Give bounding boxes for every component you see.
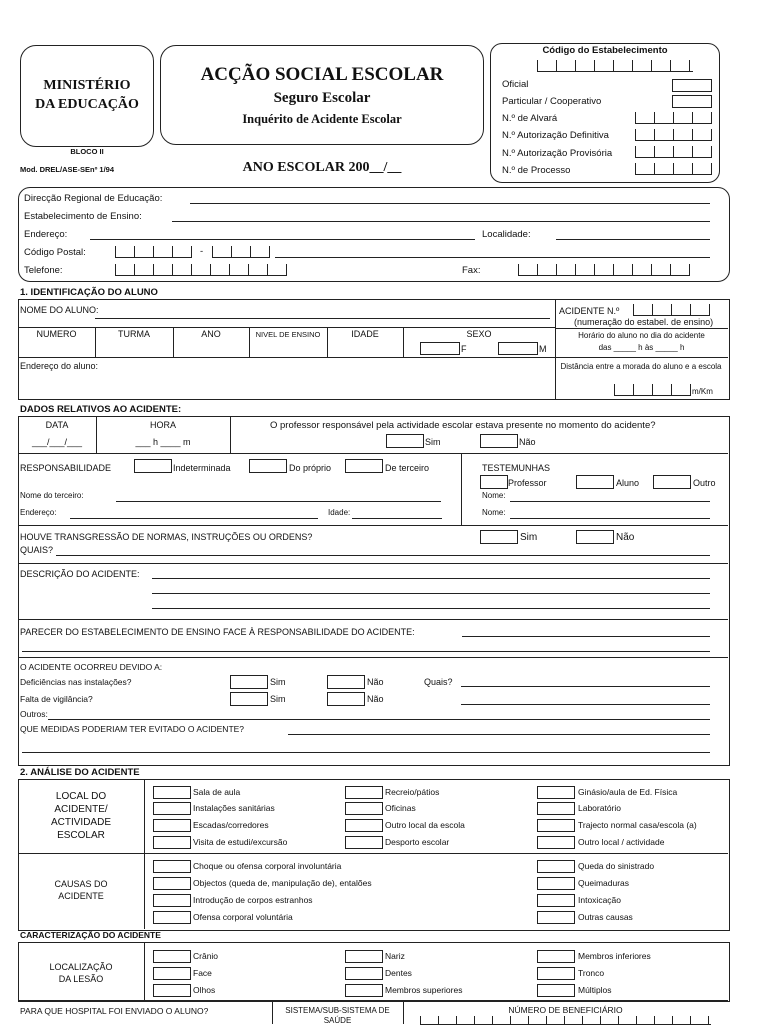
postal-dash: - xyxy=(200,246,204,257)
endereco-terceiro-label: Endereço: xyxy=(20,508,57,517)
estabelecimento-label: Estabelecimento de Ensino: xyxy=(24,211,142,222)
local-label-3: ACTIVIDADE xyxy=(50,817,111,828)
lesao-inferiores-box[interactable] xyxy=(537,950,575,963)
ministry-line1: MINISTÉRIO xyxy=(43,78,131,93)
distancia-label: Distância entre a morada do aluno e a escola xyxy=(560,362,722,371)
local-outro-actividade-label: Outro local / actividade xyxy=(578,837,665,847)
postal-comb-1[interactable] xyxy=(115,246,192,258)
lesao-multiplos-label: Múltiplos xyxy=(578,985,612,995)
test-nome-field-2[interactable] xyxy=(510,518,710,519)
test-aluno-box[interactable] xyxy=(576,475,614,489)
code-row-alvara: N.º de Alvará xyxy=(502,113,558,124)
code-row-oficial: Oficial xyxy=(502,79,529,90)
local-visita-label: Visita de estudi/excursão xyxy=(193,837,288,847)
lesao-label-2: DA LESÃO xyxy=(58,974,104,984)
telefone-label: Telefone: xyxy=(24,265,63,276)
section1-title: 1. IDENTIFICAÇÃO DO ALUNO xyxy=(20,287,158,298)
endereco-aluno-label: Endereço do aluno: xyxy=(20,361,99,371)
local-laboratorio-box[interactable] xyxy=(537,802,575,815)
code-row-definitiva: N.º Autorização Definitiva xyxy=(502,130,609,141)
subtitle2: Inquérito de Acidente Escolar xyxy=(242,112,402,126)
causa-queda-label: Queda do sinistrado xyxy=(578,861,655,871)
indeterminada-box[interactable] xyxy=(134,459,172,473)
col-sexo: SEXO xyxy=(466,329,492,339)
de-terceiro-label: De terceiro xyxy=(385,463,430,473)
deficiencias-sim-box[interactable] xyxy=(230,675,268,689)
de-terceiro-box[interactable] xyxy=(345,459,383,473)
responsabilidade-label: RESPONSABILIDADE xyxy=(20,463,112,473)
professor-sim-label: Sim xyxy=(425,437,441,447)
causa-intoxicacao-box[interactable] xyxy=(537,894,575,907)
causa-queda-box[interactable] xyxy=(537,860,575,873)
local-sala-label: Sala de aula xyxy=(193,787,241,797)
provisoria-comb[interactable] xyxy=(635,146,712,158)
ministry-line2: DA EDUCAÇÃO xyxy=(35,97,139,112)
causas-label-2: ACIDENTE xyxy=(58,891,104,901)
col-nivel: NIVEL DE ENSINO xyxy=(255,330,321,339)
code-row-processo: N.º de Processo xyxy=(502,165,571,176)
causa-choque-box[interactable] xyxy=(153,860,191,873)
professor-nao-box[interactable] xyxy=(480,434,518,448)
data-value[interactable]: ___/___/___ xyxy=(31,437,83,447)
lesao-multiplos-box[interactable] xyxy=(537,984,575,997)
test-nome-label-2: Nome: xyxy=(482,508,506,517)
code-row-provisoria: N.º Autorização Provisória xyxy=(502,148,613,159)
nome-terceiro-label: Nome do terceiro: xyxy=(20,491,84,500)
direcao-label: Direcção Regional de Educação: xyxy=(24,193,163,204)
deficiencias-nao-box[interactable] xyxy=(327,675,365,689)
local-desporto-label: Desporto escolar xyxy=(385,837,450,847)
local-label-2: ACIDENTE/ xyxy=(54,804,108,815)
causa-objectos-box[interactable] xyxy=(153,877,191,890)
local-oficinas-box[interactable] xyxy=(345,802,383,815)
professor-nao-label: Não xyxy=(519,437,536,447)
lesao-dentes-box[interactable] xyxy=(345,967,383,980)
transgressao-label: HOUVE TRANSGRESSÃO DE NORMAS, INSTRUÇÕES OU ORDENS? xyxy=(20,532,313,542)
code-comb[interactable] xyxy=(537,60,693,72)
local-visita-box[interactable] xyxy=(153,836,191,849)
estabelecimento-field[interactable] xyxy=(172,221,710,222)
parecer-line-1[interactable] xyxy=(462,636,710,637)
professor-question: O professor responsável pela actividade escolar estava presente no momento do acidente? xyxy=(270,420,656,431)
ministry-box xyxy=(20,45,154,147)
test-professor-label: Professor xyxy=(508,478,547,488)
devido-label: O ACIDENTE OCORREU DEVIDO A: xyxy=(20,662,163,672)
quais2-label: Quais? xyxy=(424,677,453,687)
transgressao-nao-box[interactable] xyxy=(576,530,614,544)
do-proprio-label: Do próprio xyxy=(289,463,332,473)
causa-objectos-label: Objectos (queda de, manipulação de), entalões xyxy=(193,878,372,888)
lesao-nariz-box[interactable] xyxy=(345,950,383,963)
caracterizacao-title: CARACTERIZAÇÃO DO ACIDENTE xyxy=(20,930,161,940)
lesao-superiores-box[interactable] xyxy=(345,984,383,997)
idade-label: Idade: xyxy=(328,508,351,517)
sistema-label: SISTEMA/SUB-SISTEMA DE SAÚDE xyxy=(285,1006,390,1025)
test-outro-box[interactable] xyxy=(653,475,691,489)
section2-title: 2. ANÁLISE DO ACIDENTE xyxy=(20,767,140,778)
hora-label: HORA xyxy=(149,420,176,430)
descricao-line-1[interactable] xyxy=(152,578,710,579)
particular-box[interactable] xyxy=(672,95,712,108)
medidas-label: QUE MEDIDAS PODERIAM TER EVITADO O ACIDENTE? xyxy=(20,724,245,734)
descricao-line-3[interactable] xyxy=(152,608,710,609)
local-escadas-box[interactable] xyxy=(153,819,191,832)
causa-outras-label: Outras causas xyxy=(578,912,633,922)
lesao-face-label: Face xyxy=(193,968,212,978)
bloco-label: BLOCO II xyxy=(70,147,104,156)
lesao-dentes-label: Dentes xyxy=(385,968,412,978)
sexo-m-box[interactable] xyxy=(498,342,538,355)
sexo-m-label: M xyxy=(539,344,547,354)
local-desporto-box[interactable] xyxy=(345,836,383,849)
telefone-comb[interactable] xyxy=(115,264,287,276)
lesao-nariz-label: Nariz xyxy=(385,951,405,961)
falta-nao-label: Não xyxy=(367,694,384,704)
dados-title: DADOS RELATIVOS AO ACIDENTE: xyxy=(20,404,182,415)
parecer-line-2[interactable] xyxy=(22,651,710,652)
nome-terceiro-field[interactable] xyxy=(116,501,441,502)
lesao-label-1: LOCALIZAÇÃO xyxy=(49,962,113,972)
causa-corpos-box[interactable] xyxy=(153,894,191,907)
quais-field[interactable] xyxy=(56,555,710,556)
outros-label: Outros: xyxy=(20,709,48,719)
causa-ofensa-box[interactable] xyxy=(153,911,191,924)
test-nome-field-1[interactable] xyxy=(510,501,710,502)
postal-field[interactable] xyxy=(275,257,710,258)
falta-label: Falta de vigilância? xyxy=(20,694,93,704)
quais-label: QUAIS? xyxy=(20,545,54,555)
postal-comb-2[interactable] xyxy=(212,246,270,258)
nome-aluno-label: NOME DO ALUNO: xyxy=(20,305,99,315)
quais2-field-2[interactable] xyxy=(461,704,710,705)
local-trajecto-box[interactable] xyxy=(537,819,575,832)
causa-intoxicacao-label: Intoxicação xyxy=(578,895,621,905)
transgressao-sim-label: Sim xyxy=(520,532,538,543)
falta-nao-box[interactable] xyxy=(327,692,365,706)
oficial-box[interactable] xyxy=(672,79,712,92)
beneficiario-label: NÚMERO DE BENEFICIÁRIO xyxy=(508,1005,623,1015)
endereco-field[interactable] xyxy=(90,239,475,240)
causa-ofensa-label: Ofensa corporal voluntária xyxy=(193,912,293,922)
parecer-label: PARECER DO ESTABELECIMENTO DE ENSINO FACE À RESPONSABILIDADE DO ACIDENTE: xyxy=(20,627,415,637)
lesao-tronco-label: Tronco xyxy=(578,968,605,978)
local-outro-actividade-box[interactable] xyxy=(537,836,575,849)
sexo-f-label: F xyxy=(461,344,467,354)
local-recreio-box[interactable] xyxy=(345,786,383,799)
fax-label: Fax: xyxy=(462,265,481,276)
local-ginasio-label: Ginásio/aula de Ed. Física xyxy=(578,787,678,797)
code-row-particular: Particular / Cooperativo xyxy=(502,96,602,107)
local-laboratorio-label: Laboratório xyxy=(578,803,622,813)
idade-field[interactable] xyxy=(352,518,442,519)
definitiva-comb[interactable] xyxy=(635,129,712,141)
causa-queimaduras-label: Queimaduras xyxy=(578,878,630,888)
descricao-label: DESCRIÇÃO DO ACIDENTE: xyxy=(20,569,140,579)
lesao-cranio-box[interactable] xyxy=(153,950,191,963)
professor-sim-box[interactable] xyxy=(386,434,424,448)
local-label-4: ESCOLAR xyxy=(57,830,105,841)
local-sala-box[interactable] xyxy=(153,786,191,799)
horario-value: das _____ h às _____ h xyxy=(598,343,685,352)
medidas-line-1[interactable] xyxy=(288,734,710,735)
processo-comb[interactable] xyxy=(635,163,712,175)
deficiencias-nao-label: Não xyxy=(367,677,384,687)
local-sanitarias-box[interactable] xyxy=(153,802,191,815)
endereco-terceiro-field[interactable] xyxy=(70,518,318,519)
lesao-face-box[interactable] xyxy=(153,967,191,980)
falta-sim-box[interactable] xyxy=(230,692,268,706)
data-label: DATA xyxy=(45,420,69,430)
fax-comb[interactable] xyxy=(518,264,690,276)
code-title: Código do Estabelecimento xyxy=(542,45,668,56)
transgressao-nao-label: Não xyxy=(616,532,635,543)
local-outro-escola-label: Outro local da escola xyxy=(385,820,465,830)
mkm-label: m/Km xyxy=(692,387,713,396)
direcao-field[interactable] xyxy=(190,203,710,204)
ano-escolar: ANO ESCOLAR 200__/__ xyxy=(242,160,402,175)
local-label-1: LOCAL DO xyxy=(55,791,107,802)
indeterminada-label: Indeterminada xyxy=(173,463,231,473)
outros-field[interactable] xyxy=(48,719,710,720)
mod-label: Mod. DREL/ASE-SEnº 1/94 xyxy=(20,165,115,174)
hospital-label: PARA QUE HOSPITAL FOI ENVIADO O ALUNO? xyxy=(20,1006,209,1016)
causa-queimaduras-box[interactable] xyxy=(537,877,575,890)
lesao-cranio-label: Crânio xyxy=(193,951,219,961)
test-outro-label: Outro xyxy=(693,478,716,488)
localidade-label: Localidade: xyxy=(482,229,531,240)
local-trajecto-label: Trajecto normal casa/escola (a) xyxy=(578,820,697,830)
local-sanitarias-label: Instalações sanitárias xyxy=(193,803,275,813)
testemunhas-label: TESTEMUNHAS xyxy=(482,463,551,473)
localidade-field[interactable] xyxy=(556,239,710,240)
do-proprio-box[interactable] xyxy=(249,459,287,473)
test-nome-label-1: Nome: xyxy=(482,491,506,500)
causas-label-1: CAUSAS DO xyxy=(54,879,108,889)
hora-value[interactable]: ___ h ____ m xyxy=(135,437,191,447)
test-professor-box[interactable] xyxy=(480,475,508,489)
causa-outras-box[interactable] xyxy=(537,911,575,924)
quais2-field[interactable] xyxy=(461,686,710,687)
nome-aluno-field[interactable] xyxy=(95,318,550,319)
acidente-n-comb[interactable] xyxy=(633,304,710,316)
numeracao-label: (numeração do estabel. de ensino) xyxy=(574,317,714,327)
falta-sim-label: Sim xyxy=(270,694,286,704)
col-ano: ANO xyxy=(201,329,221,339)
lesao-superiores-label: Membros superiores xyxy=(385,985,463,995)
medidas-line-2[interactable] xyxy=(22,752,710,753)
descricao-line-2[interactable] xyxy=(152,593,710,594)
col-numero: NUMERO xyxy=(36,329,77,339)
main-title: ACÇÃO SOCIAL ESCOLAR xyxy=(200,64,444,85)
local-ginasio-box[interactable] xyxy=(537,786,575,799)
lesao-tronco-box[interactable] xyxy=(537,967,575,980)
causa-choque-label: Choque ou ofensa corporal involuntária xyxy=(193,861,342,871)
acidente-n-label: ACIDENTE N.º xyxy=(559,306,620,316)
local-oficinas-label: Oficinas xyxy=(385,803,416,813)
lesao-olhos-box[interactable] xyxy=(153,984,191,997)
subtitle: Seguro Escolar xyxy=(273,90,371,106)
causa-corpos-label: Introdução de corpos estranhos xyxy=(193,895,313,905)
lesao-inferiores-label: Membros inferiores xyxy=(578,951,651,961)
deficiencias-sim-label: Sim xyxy=(270,677,286,687)
test-aluno-label: Aluno xyxy=(616,478,640,488)
local-escadas-label: Escadas/corredores xyxy=(193,820,269,830)
lesao-olhos-label: Olhos xyxy=(193,985,216,995)
local-outro-escola-box[interactable] xyxy=(345,819,383,832)
codigo-postal-label: Código Postal: xyxy=(24,247,86,258)
deficiencias-label: Deficiências nas instalações? xyxy=(20,677,132,687)
local-recreio-label: Recreio/pátios xyxy=(385,787,440,797)
transgressao-sim-box[interactable] xyxy=(480,530,518,544)
col-turma: TURMA xyxy=(118,329,150,339)
sexo-f-box[interactable] xyxy=(420,342,460,355)
alvara-comb[interactable] xyxy=(635,112,712,124)
horario-label: Horário do aluno no dia do acidente xyxy=(578,331,705,340)
distancia-comb[interactable] xyxy=(614,384,691,396)
endereco-label: Endereço: xyxy=(24,229,68,240)
col-idade: IDADE xyxy=(351,329,379,339)
